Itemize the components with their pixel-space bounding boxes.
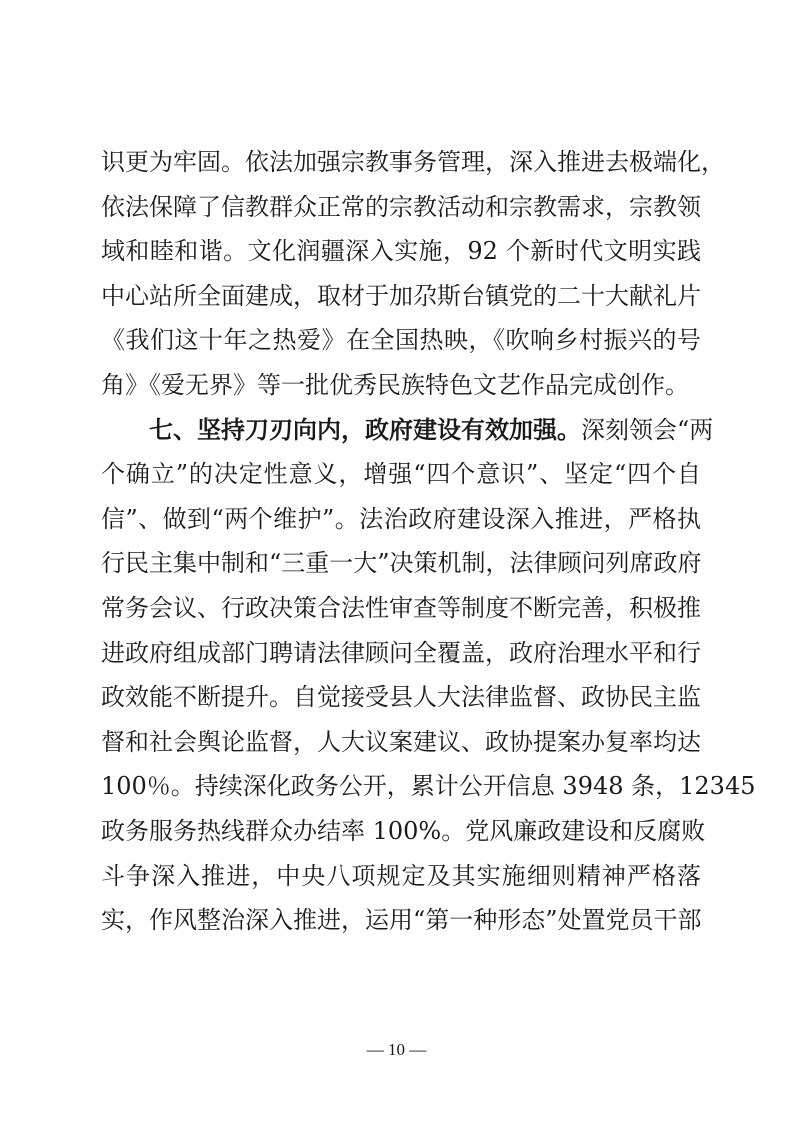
text-line: 识更为牢固。依法加强宗教事务管理，深入推进去极端化，	[101, 148, 725, 176]
text-line: 进政府组成部门聘请法律顾问全覆盖，政府治理水平和行	[101, 638, 701, 667]
text-line: 政务服务热线群众办结率 100%。党风廉政建设和反腐败	[101, 816, 706, 845]
text-line: 督和社会舆论监督，人大议案建议、政协提案办复率均达	[101, 727, 701, 756]
text-line: 斗争深入推进，中央八项规定及其实施细则精神严格落	[101, 861, 701, 890]
text-line: 信”、做到“两个维护”。法治政府建设深入推进，严格执	[101, 504, 701, 533]
text-line: 角》《爱无界》等一批优秀民族特色文艺作品完成创作。	[101, 370, 689, 399]
text-line: 常务会议、行政决策合法性审查等制度不断完善，积极推	[101, 593, 701, 622]
text-line: 政效能不断提升。自觉接受县人大法律监督、政协民主监	[101, 683, 701, 712]
page-number: — 10 —	[366, 1040, 427, 1059]
text-line: 《我们这十年之热爱》在全国热映，《吹响乡村振兴的号	[101, 326, 701, 355]
text-line: 域和睦和谐。文化润疆深入实施，92 个新时代文明实践	[101, 237, 701, 266]
section-first-line	[101, 408, 714, 453]
text-line: 实，作风整治深入推进，运用“第一种形态”处置党员干部	[101, 906, 702, 935]
section-first-line-text: 深刻领会“两	[581, 415, 714, 444]
text-line: 个确立”的决定性意义，增强“四个意识”、坚定“四个自	[101, 460, 701, 489]
body-text	[101, 140, 756, 943]
text-line: 行民主集中制和“三重一大”决策机制，法律顾问列席政府	[101, 549, 702, 578]
text-line: 依法保障了信教群众正常的宗教活动和宗教需求，宗教领	[101, 192, 701, 221]
text-line: 100％。持续深化政务公开，累计公开信息 3948 条，12345	[101, 772, 756, 801]
text-line: 中心站所全面建成，取材于加尕斯台镇党的二十大献礼片	[101, 281, 701, 310]
section-heading: 七、坚持刀刃向内，政府建设有效加强。	[149, 415, 581, 444]
